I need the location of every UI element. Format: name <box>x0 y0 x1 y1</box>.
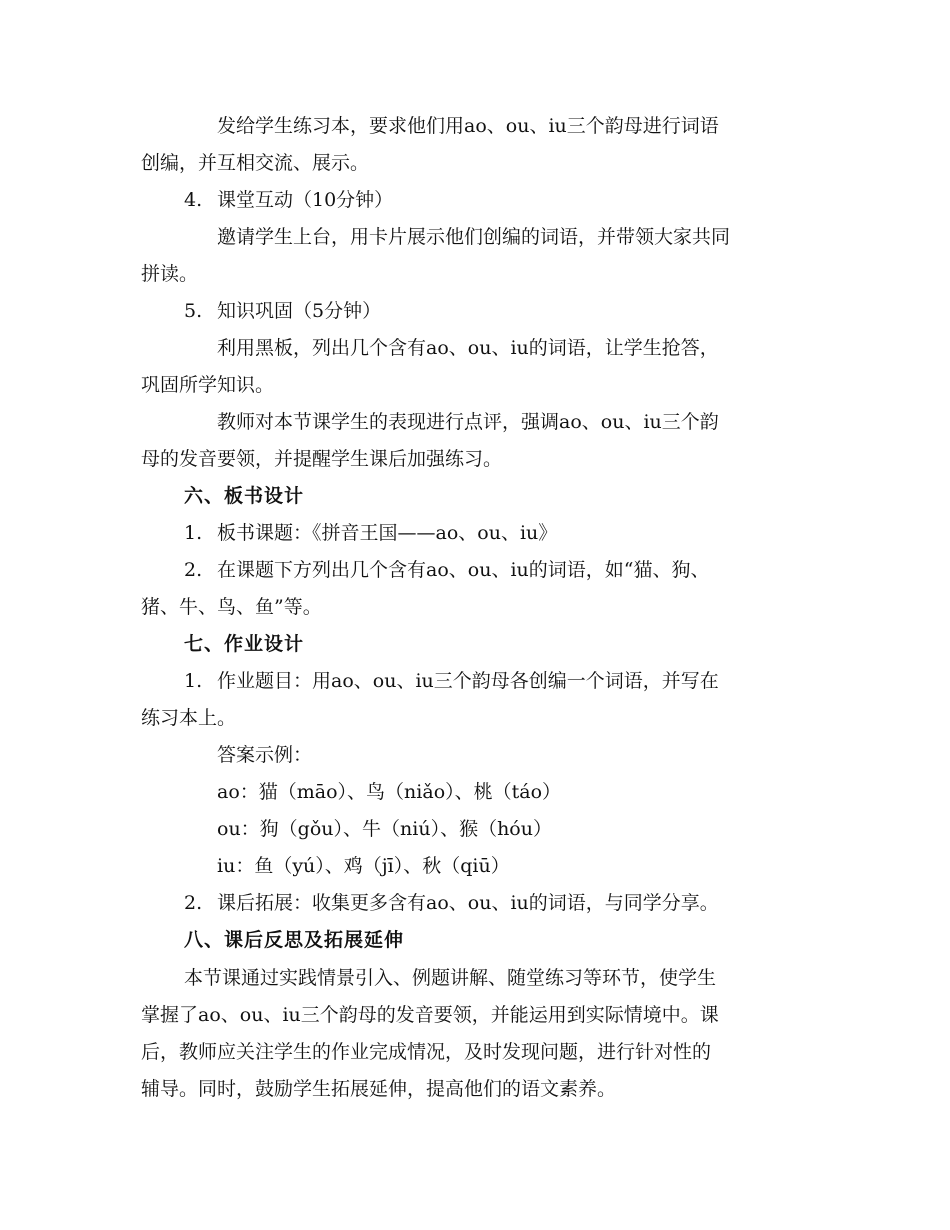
list-item-title: 知识巩固（5分钟） <box>217 300 382 322</box>
paragraph-line: 猪、牛、鸟、鱼”等。 <box>141 596 322 618</box>
list-item-title: 课堂互动（10分钟） <box>217 189 394 211</box>
paragraph-line: 后，教师应关注学生的作业完成情况，及时发现问题，进行针对性的 <box>141 1041 712 1063</box>
paragraph-line: 掌握了ao、ou、iu三个韵母的发音要领，并能运用到实际情境中。课 <box>141 1004 719 1026</box>
paragraph-line: 练习本上。 <box>141 707 237 729</box>
section-heading-7: 七、作业设计 <box>184 633 305 655</box>
list-number: 2. <box>184 892 203 914</box>
list-item-2 <box>184 885 854 922</box>
list-number: 4. <box>184 189 203 211</box>
list-item-text: 板书课题：《拼音王国——ao、ou、iu》 <box>217 522 558 544</box>
paragraph-line: 拼读。 <box>141 263 199 285</box>
answer-ao: ao：猫（māo）、鸟（niǎo）、桃（táo） <box>217 781 562 803</box>
paragraph-line: 教师对本节课学生的表现进行点评，强调ao、ou、iu三个韵 <box>217 411 719 433</box>
list-number: 5. <box>184 300 203 322</box>
list-item-1 <box>184 663 854 700</box>
list-item-text: 在课题下方列出几个含有ao、ou、iu的词语，如“猫、狗、 <box>217 559 710 581</box>
list-number: 1. <box>184 522 203 544</box>
answer-label: 答案示例： <box>217 744 313 766</box>
paragraph-line: 辅导。同时，鼓励学生拓展延伸，提高他们的语文素养。 <box>141 1078 617 1100</box>
answer-iu: iu：鱼（yú）、鸡（jī）、秋（qiū） <box>217 855 510 877</box>
list-item-4 <box>184 182 854 219</box>
list-item-text: 作业题目：用ao、ou、iu三个韵母各创编一个词语，并写在 <box>217 670 719 692</box>
paragraph-line: 创编，并互相交流、展示。 <box>141 152 370 174</box>
list-item-text: 课后拓展：收集更多含有ao、ou、iu的词语，与同学分享。 <box>217 892 719 914</box>
list-item-2 <box>184 552 854 589</box>
paragraph-line: 邀请学生上台，用卡片展示他们创编的词语，并带领大家共同 <box>217 226 731 248</box>
paragraph-line: 发给学生练习本，要求他们用ao、ou、iu三个韵母进行词语 <box>217 115 719 137</box>
section-heading-8: 八、课后反思及拓展延伸 <box>184 929 405 951</box>
paragraph-line: 巩固所学知识。 <box>141 374 275 396</box>
list-item-5 <box>184 293 854 330</box>
paragraph-line: 利用黑板，列出几个含有ao、ou、iu的词语，让学生抢答， <box>217 337 719 359</box>
list-number: 2. <box>184 559 203 581</box>
section-heading-6: 六、板书设计 <box>184 485 305 507</box>
answer-ou: ou：狗（gǒu）、牛（niú）、猴（hóu） <box>217 818 552 840</box>
list-number: 1. <box>184 670 203 692</box>
paragraph-line: 本节课通过实践情景引入、例题讲解、随堂练习等环节，使学生 <box>184 967 717 989</box>
paragraph-line: 母的发音要领，并提醒学生课后加强练习。 <box>141 448 503 470</box>
list-item-1 <box>184 515 854 552</box>
